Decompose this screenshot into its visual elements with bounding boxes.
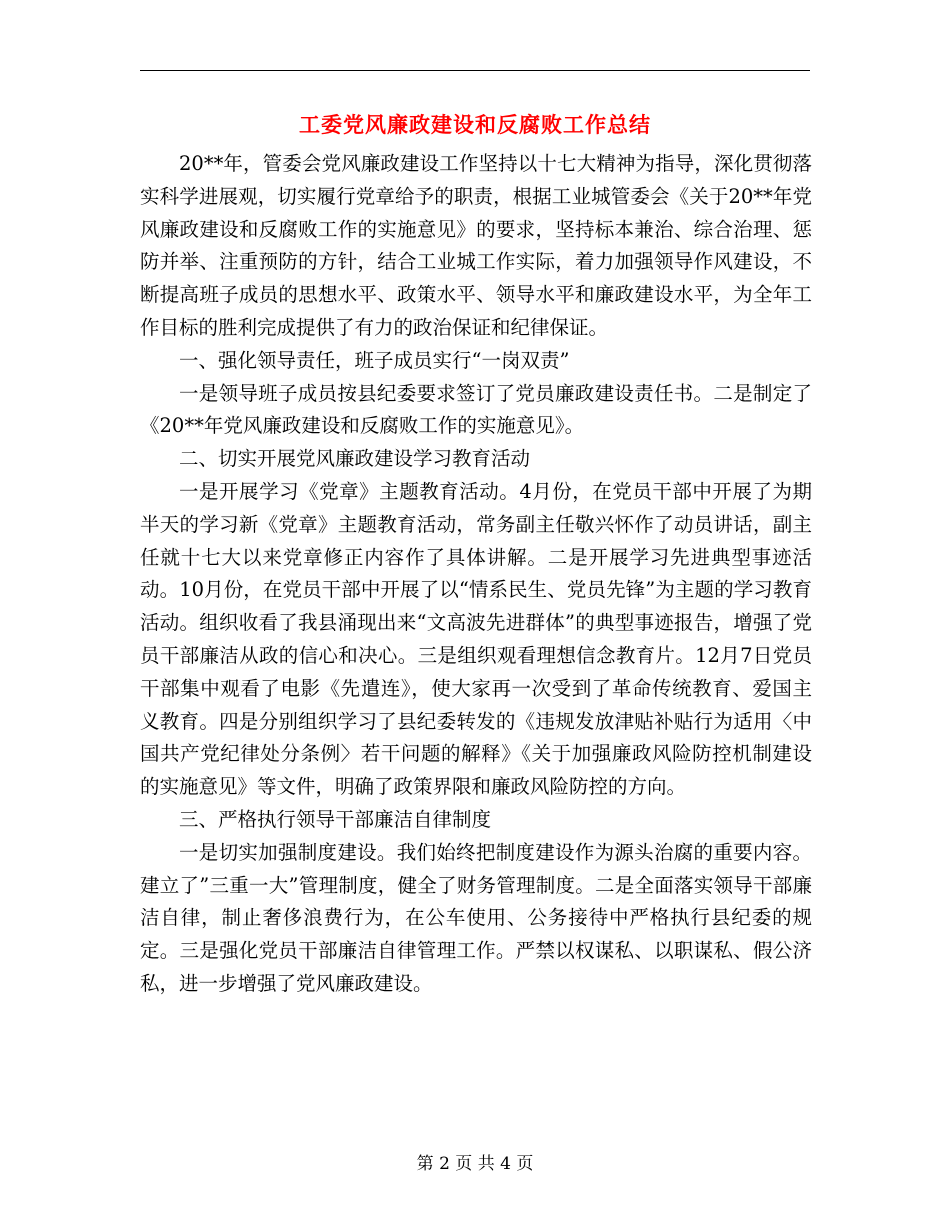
header-rule — [140, 70, 810, 71]
page-number: 第 2 页 共 4 页 — [416, 1154, 534, 1174]
body-paragraph: 一是领导班子成员按县纪委要求签订了党员廉政建设责任书。二是制定了《20**年党风廉政建设和反腐败工作的实施意见》。 — [140, 381, 812, 438]
document-title: 工委党风廉政建设和反腐败工作总结 — [299, 112, 651, 137]
section-heading-2: 二、切实开展党风廉政建设学习教育活动 — [179, 447, 531, 471]
body-paragraph: 一是开展学习《党章》主题教育活动。4月份，在党员干部中开展了为期半天的学习新《党章》主题教育活动，常务副主任敬兴怀作了动员讲话，副主任就十七大以来党章修正内容作了具体讲解。二是开展学习先进典型事迹活动。10月份，在党员干部中开展了以“情系民生、党员先锋”为主题的学习教育活动。组织收看了我县涌现出来“文高波先进群体”的典型事迹报告，增强了党员干部廉洁从政的信心和决心。三是组织观看理想信念教育片。12月7日党员干部集中观看了电影《先遣连》，使大家再一次受到了革命传统教育、爱国主义教育。四是分别组织学习了县纪委转发的《违规发放津贴补贴行为适用〈中国共产党纪律处分条例〉若干问题的解释》《关于加强廉政风险防控机制建设的实施意见》等文件，明确了政策界限和廉政风险防控的方向。 — [140, 479, 812, 799]
document-body — [140, 148, 812, 1001]
body-paragraph: 一是切实加强制度建设。我们始终把制度建设作为源头治腐的重要内容。建立了”三重一大”管理制度，健全了财务管理制度。二是全面落实领导干部廉洁自律，制止奢侈浪费行为，在公车使用、公务接待中严格执行县纪委的规定。三是强化党员干部廉洁自律管理工作。严禁以权谋私、以职谋私、假公济私，进一步增强了党风廉政建设。 — [140, 840, 812, 995]
section-heading-3: 三、严格执行领导干部廉洁自律制度 — [179, 807, 492, 831]
intro-paragraph: 20**年，管委会党风廉政建设工作坚持以十七大精神为指导，深化贯彻落实科学进展观，切实履行党章给予的职责，根据工业城管委会《关于20**年党风廉政建设和反腐败工作的实施意见》的要求，坚持标本兼治、综合治理、惩防并举、注重预防的方针，结合工业城工作实际，着力加强领导作风建设，不断提高班子成员的思想水平、政策水平、领导水平和廉政建设水平，为全年工作目标的胜利完成提供了有力的政治保证和纪律保证。 — [140, 152, 812, 339]
section-heading-1: 一、强化领导责任，班子成员实行“一岗双责” — [179, 348, 570, 372]
